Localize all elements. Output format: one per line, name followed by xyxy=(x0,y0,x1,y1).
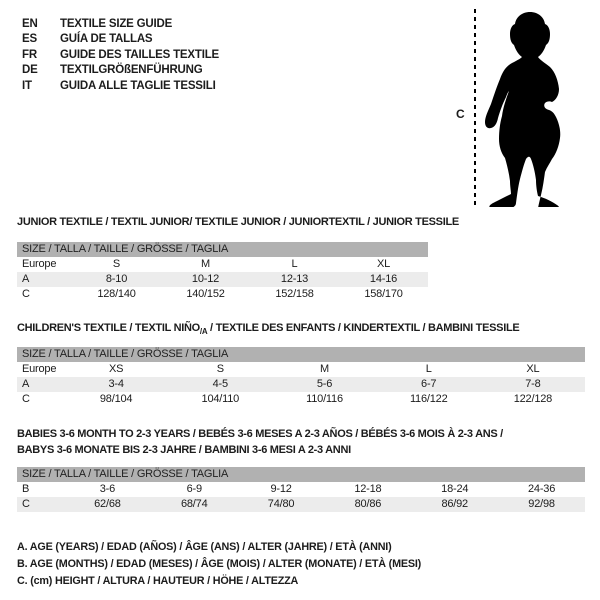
language-code: ES xyxy=(22,33,37,46)
children-title-sub: /A xyxy=(199,327,208,337)
table-row-a xyxy=(17,272,428,287)
table-cell: 152/158 xyxy=(275,288,314,300)
footnote-c: C. (cm) HEIGHT / ALTURA / HAUTEUR / HÖHE / ALTEZZA xyxy=(17,575,299,587)
language-label: TEXTILE SIZE GUIDE xyxy=(60,17,173,30)
footnotes xyxy=(17,539,421,590)
table-cell: 62/68 xyxy=(94,498,121,510)
language-label: GUÍA DE TALLAS xyxy=(60,33,153,46)
children-title-part: / TEXTILE DES ENFANTS / KINDERTEXTIL / BAMBINI TESSILE xyxy=(207,322,520,334)
language-row-fr xyxy=(22,47,219,63)
language-row-en xyxy=(22,16,219,32)
table-cell: 98/104 xyxy=(99,393,133,405)
table-cell: 128/140 xyxy=(97,288,136,300)
children-table-title xyxy=(17,322,519,336)
language-code: DE xyxy=(22,64,38,77)
table-row-c xyxy=(17,287,428,302)
table-cell: 116/122 xyxy=(409,393,448,405)
table-cell: 9-12 xyxy=(270,483,292,495)
table-cell: M xyxy=(320,363,329,375)
language-code: EN xyxy=(22,17,38,30)
language-row-es xyxy=(22,32,219,48)
language-row-de xyxy=(22,63,219,79)
language-code: FR xyxy=(22,48,37,61)
table-cell: 68/74 xyxy=(180,498,208,510)
babies-title-line2: BABYS 3-6 MONATE BIS 2-3 JAHRE / BAMBINI 3-6 MESI A 2-3 ANNI xyxy=(17,444,351,456)
table-row-europe xyxy=(17,362,585,377)
table-cell: L xyxy=(425,363,432,375)
language-label: TEXTILGRÖßENFÜHRUNG xyxy=(60,64,203,77)
language-code: IT xyxy=(22,79,32,92)
language-row-it xyxy=(22,78,219,94)
babies-title-line1: BABIES 3-6 MONTH TO 2-3 YEARS / BEBÉS 3-6 MESES A 2-3 AÑOS / BÉBÉS 3-6 MOIS À 2-3 ANS / xyxy=(17,428,503,440)
table-cell: 80/86 xyxy=(354,498,382,510)
table-cell: 92/98 xyxy=(528,498,555,510)
table-cell: 6-9 xyxy=(186,483,202,495)
table-cell: 10-12 xyxy=(191,273,220,285)
toddler-silhouette-image xyxy=(483,7,565,207)
table-cell: 3-6 xyxy=(99,483,116,495)
table-row-b xyxy=(17,482,585,497)
children-size-table xyxy=(17,347,585,407)
table-row-c xyxy=(17,497,585,512)
table-cell: S xyxy=(216,363,224,375)
size-header-bar: SIZE / TALLA / TAILLE / GRÖSSE / TAGLIA xyxy=(17,242,428,257)
table-cell: 8-10 xyxy=(105,273,128,285)
table-cell: 12-18 xyxy=(354,483,382,495)
footnote-b: B. AGE (MONTHS) / EDAD (MESES) / ÂGE (MOIS) / ALTER (MONATE) / ETÀ (MESI) xyxy=(17,558,422,570)
language-list xyxy=(22,16,219,94)
table-cell: 3-4 xyxy=(108,378,124,390)
table-cell: 12-13 xyxy=(280,273,309,285)
row-label: A xyxy=(22,273,30,285)
babies-size-table xyxy=(17,467,585,512)
table-cell: 158/170 xyxy=(364,288,403,300)
size-header-bar: SIZE / TALLA / TAILLE / GRÖSSE / TAGLIA xyxy=(17,347,585,362)
table-cell: 110/116 xyxy=(306,393,343,405)
row-label: C xyxy=(22,498,30,510)
table-row-europe xyxy=(17,257,428,272)
row-label: Europe xyxy=(22,258,57,270)
table-cell: 5-6 xyxy=(316,378,333,390)
table-row-c xyxy=(17,392,585,407)
footnote-a: A. AGE (YEARS) / EDAD (AÑOS) / ÂGE (ANS) / ALTER (JAHRE) / ETÀ (ANNI) xyxy=(17,541,392,553)
babies-table-title xyxy=(17,426,585,458)
table-cell: 122/128 xyxy=(513,393,553,405)
table-cell: 74/80 xyxy=(267,498,295,510)
table-cell: 6-7 xyxy=(421,378,437,390)
row-label: C xyxy=(22,288,30,300)
junior-table-title: JUNIOR TEXTILE / TEXTIL JUNIOR/ TEXTILE JUNIOR / JUNIORTEXTIL / JUNIOR TESSILE xyxy=(17,216,459,228)
table-cell: 104/110 xyxy=(201,393,240,405)
height-measure-label: C xyxy=(456,107,465,121)
row-label: Europe xyxy=(22,363,57,375)
row-label: B xyxy=(22,483,30,495)
children-title-part: CHILDREN'S TEXTILE / TEXTIL NIÑO xyxy=(17,322,200,334)
table-cell: 140/152 xyxy=(186,288,225,300)
size-header-bar: SIZE / TALLA / TAILLE / GRÖSSE / TAGLIA xyxy=(17,467,585,482)
junior-size-table xyxy=(17,242,428,302)
table-cell: 14-16 xyxy=(369,273,398,285)
row-label: A xyxy=(22,378,30,390)
table-cell: 18-24 xyxy=(441,483,469,495)
table-cell: XL xyxy=(376,258,391,270)
table-cell: L xyxy=(291,258,298,270)
table-cell: 7-8 xyxy=(525,378,541,390)
table-cell: M xyxy=(201,258,210,270)
row-label: C xyxy=(22,393,30,405)
table-cell: XS xyxy=(108,363,124,375)
table-cell: 4-5 xyxy=(212,378,228,390)
table-cell: XL xyxy=(526,363,540,375)
table-row-a xyxy=(17,377,585,392)
table-cell: 86/92 xyxy=(441,498,468,510)
language-label: GUIDE DES TAILLES TEXTILE xyxy=(60,48,219,61)
table-cell: S xyxy=(112,258,121,270)
table-cell: 24-36 xyxy=(527,483,556,495)
language-label: GUIDA ALLE TAGLIE TESSILI xyxy=(60,79,216,92)
height-measure-dashed-line xyxy=(474,9,476,207)
